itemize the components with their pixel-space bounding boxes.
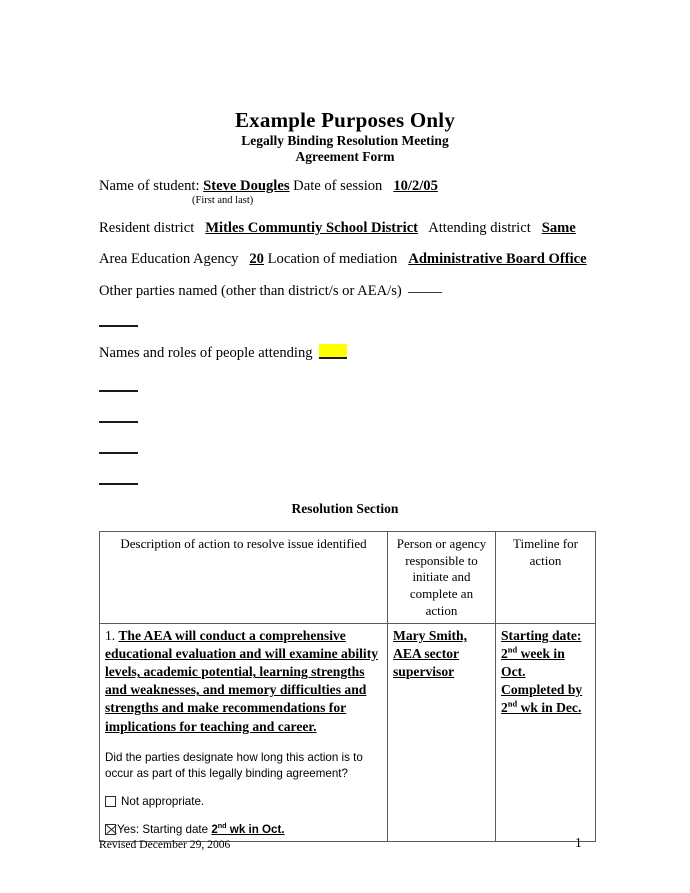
document-subtitle-2: Agreement Form — [295, 149, 395, 164]
option-not-appropriate-label: Not appropriate. — [121, 794, 205, 808]
blank-rule-1[interactable] — [99, 390, 138, 392]
footer-revised-date: Revised December 29, 2006 — [99, 838, 231, 851]
timeline-line-1: Starting date: — [501, 628, 582, 644]
timeline-line-5 — [501, 699, 590, 717]
action-number: 1. — [105, 628, 116, 644]
mediation-location-label: Location of mediation — [267, 251, 398, 267]
timeline-line-2-pre: 2 — [501, 646, 508, 662]
table-row — [100, 624, 596, 841]
resolution-section-title: Resolution Section — [291, 501, 399, 516]
session-date-value[interactable]: 10/2/05 — [393, 178, 438, 194]
cell-person-responsible[interactable] — [388, 624, 496, 841]
document-subtitle-1: Legally Binding Resolution Meeting — [241, 133, 449, 148]
timeline-line-5-post: wk in Dec. — [517, 700, 582, 716]
timeline-line-2-post: week in — [517, 646, 565, 662]
timeline-line-4: Completed by — [501, 682, 583, 698]
timeline-line-2 — [501, 645, 590, 663]
footer-page-number: 1 — [575, 835, 582, 850]
option-yes-value-pre: 2 — [211, 822, 218, 836]
student-name-hint: (First and last) — [192, 195, 254, 206]
agency-line — [99, 251, 587, 269]
blank-rule-4[interactable] — [99, 483, 138, 485]
column-header-person: Person or agency responsible to initiate and complete an action — [388, 532, 496, 624]
cell-timeline[interactable] — [496, 624, 596, 841]
timeline-line-3: Oct. — [501, 664, 526, 680]
attendees-line — [99, 344, 347, 363]
option-yes-label — [117, 820, 285, 836]
other-parties-blank[interactable] — [408, 292, 442, 293]
other-parties-line — [99, 283, 442, 301]
action-description — [105, 627, 382, 735]
checkbox-not-appropriate-icon[interactable] — [105, 796, 116, 807]
person-line-1: Mary Smith, — [393, 628, 468, 644]
aea-label: Area Education Agency — [99, 251, 239, 267]
option-yes-prefix: Yes: Starting date — [117, 822, 209, 836]
person-line-3: supervisor — [393, 664, 455, 680]
document-title: Example Purposes Only — [234, 108, 456, 132]
blank-rule-3[interactable] — [99, 452, 138, 454]
option-not-appropriate[interactable] — [105, 795, 382, 808]
option-yes-value-post: wk in Oct. — [226, 822, 285, 836]
table-header-row — [100, 532, 596, 624]
blank-rule-other-parties[interactable] — [99, 325, 138, 327]
timeline-line-2-sup: nd — [507, 644, 518, 655]
attendees-highlighted-blank[interactable] — [319, 344, 347, 359]
cell-description — [100, 624, 388, 841]
student-name-label: Name of student: — [99, 178, 200, 194]
option-yes-value[interactable] — [211, 820, 285, 836]
attendees-label: Names and roles of people attending — [99, 345, 313, 361]
student-name-line — [99, 178, 438, 196]
column-header-description: Description of action to resolve issue identified — [100, 532, 388, 624]
blank-rule-2[interactable] — [99, 421, 138, 423]
option-yes[interactable] — [105, 820, 382, 836]
district-line — [99, 220, 576, 238]
action-description-text[interactable]: The AEA will conduct a comprehensive educational evaluation and will examine ability levels, academic potential, learning strengths and weaknesses, and memory difficulties and strengths and make recommendations for implications for teaching and career. — [105, 628, 379, 734]
attending-district-label: Attending district — [428, 220, 531, 236]
other-parties-label: Other parties named (other than district/s or AEA/s) — [99, 283, 402, 299]
person-line-2: AEA sector — [393, 646, 460, 662]
checkbox-yes-checked-icon[interactable] — [105, 824, 116, 835]
timeline-line-5-pre: 2 — [501, 700, 508, 716]
resident-district-value[interactable]: Mitles Communtiy School District — [205, 220, 419, 236]
student-name-value[interactable]: Steve Dougles — [203, 178, 290, 194]
timeline-line-5-sup: nd — [507, 698, 518, 709]
column-header-timeline: Timeline for action — [496, 532, 596, 624]
resident-district-label: Resident district — [99, 220, 195, 236]
attending-district-value[interactable]: Same — [541, 220, 576, 236]
resolution-table — [99, 531, 596, 842]
session-date-label: Date of session — [293, 178, 383, 194]
duration-question: Did the parties designate how long this action is to occur as part of this legally binding agreement? — [105, 750, 363, 780]
aea-value[interactable]: 20 — [249, 251, 264, 267]
option-yes-value-sup: nd — [217, 820, 227, 830]
mediation-location-value[interactable]: Administrative Board Office — [408, 251, 587, 267]
